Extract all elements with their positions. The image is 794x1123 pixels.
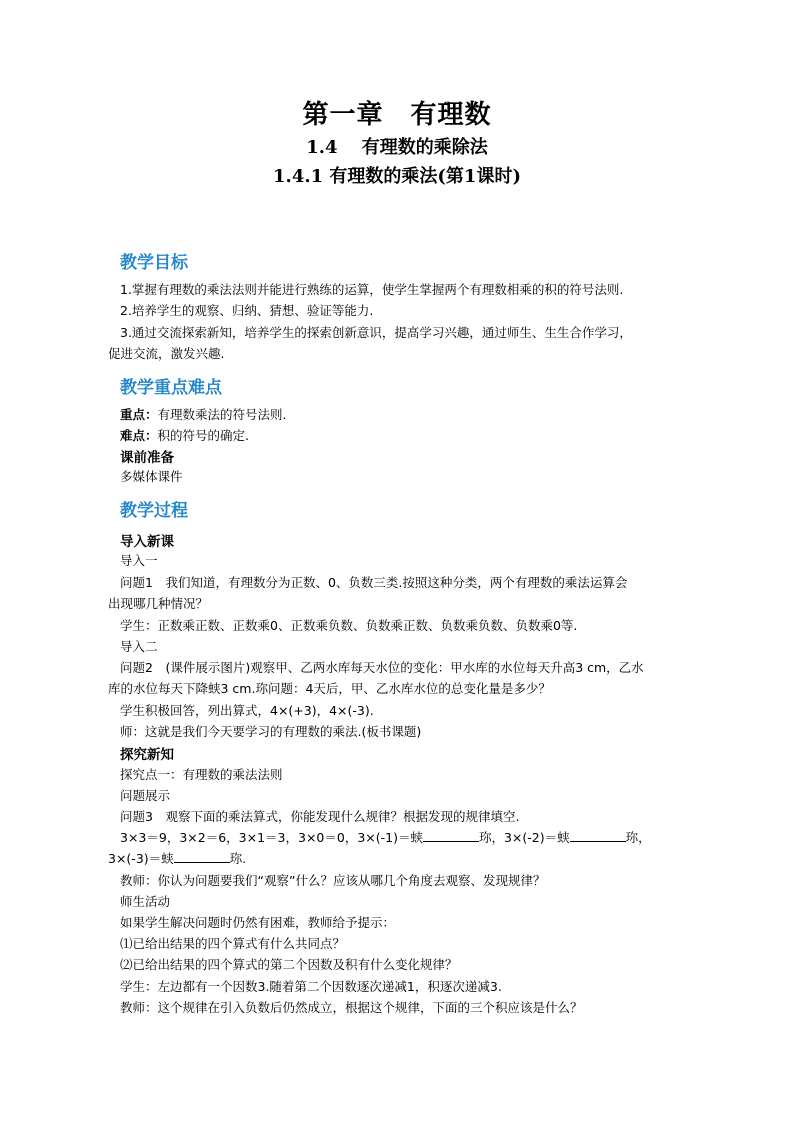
equation-2-start: 3×(-3)＝蛱 (108, 851, 174, 866)
explore-point-1: 探究点一：有理数的乘法法则 (120, 767, 283, 782)
question-3: 问题3 观察下面的乘法算式，你能发现什么规律？根据发现的规律填空. (120, 809, 520, 824)
equation-1-start: 3×3＝9，3×2＝6，3×1＝3，3×0＝0，3×(-1)＝蛱 (120, 830, 423, 845)
process-heading: 教学过程 (120, 501, 188, 521)
focus-text: 有理数乘法的符号法则. (157, 407, 287, 422)
objective-item-2: 2.培养学生的观察、归纳、猜想、验证等能力. (120, 303, 374, 318)
equation-line-2 (108, 849, 246, 869)
prep-text: 多媒体课件 (120, 469, 183, 484)
equation-1-middle: 珎，3×(-2)＝蛱 (478, 830, 570, 845)
question-1-cont: 出现哪几种情况？ (108, 596, 209, 611)
explore-heading: 探究新知 (120, 747, 174, 763)
teacher-question-2: 教师：你认为问题要我们“观察”什么？应该从哪几个角度去观察、发现规律？ (120, 873, 546, 888)
prep-heading: 课前准备 (120, 450, 174, 466)
focus-label: 重点： (120, 407, 158, 422)
student-answer-3: 学生：左边都有一个因数3.随着第二个因数逐次递减1，积逐次递减3. (120, 979, 502, 994)
answer-blank-1[interactable] (423, 829, 479, 842)
question-1: 问题1 我们知道，有理数分为正数、0、负数三类.按照这种分类，两个有理数的乘法运算会 (120, 575, 628, 590)
answer-blank-2[interactable] (570, 829, 626, 842)
teacher-remark-1: 师：这就是我们今天要学习的有理数的乘法.(板书课题) (120, 724, 422, 739)
answer-blank-3[interactable] (174, 850, 230, 863)
intro-heading: 导入新课 (120, 534, 174, 550)
difficulty-text: 积的符号的确定. (157, 428, 249, 443)
hint-intro: 如果学生解决问题时仍然有困难，教师给予提示： (120, 915, 396, 930)
focus-line (120, 405, 700, 425)
section-title: 1.4 有理数的乘除法 (306, 137, 488, 158)
difficulty-label: 难点： (120, 428, 158, 443)
objective-item-3-cont: 促进交流，激发兴趣. (108, 346, 225, 361)
teacher-question-3: 教师：这个规律在引入负数后仍然成立，根据这个规律，下面的三个积应该是什么？ (120, 1000, 583, 1015)
intro-1: 导入一 (120, 553, 158, 568)
key-points-heading: 教学重点难点 (120, 378, 222, 398)
lesson-title: 1.4.1 有理数的乘法(第1课时) (273, 166, 521, 187)
equation-2-end: 珎. (229, 851, 247, 866)
question-2: 问题2 (课件展示图片)观察甲、乙两水库每天水位的变化：甲水库的水位每天升高3 cm，乙水 (120, 660, 644, 675)
activity-label: 师生活动 (120, 894, 171, 909)
chapter-title: 第一章 有理数 (302, 100, 492, 130)
difficulty-line (120, 426, 700, 446)
student-answer-1: 学生：正数乘正数、正数乘0、正数乘负数、负数乘正数、负数乘负数、负数乘0等. (120, 618, 578, 633)
equation-1-end: 珎， (625, 830, 651, 845)
hint-2: ⑵已给出结果的四个算式的第二个因数及积有什么变化规律？ (120, 957, 458, 972)
objectives-heading: 教学目标 (120, 253, 188, 273)
student-answer-2: 学生积极回答，列出算式，4×(+3)，4×(-3). (120, 703, 374, 718)
hint-1: ⑴已给出结果的四个算式有什么共同点？ (120, 936, 346, 951)
objective-item-3: 3.通过交流探索新知，培养学生的探索创新意识，提高学习兴趣，通过师生、生生合作学习， (120, 325, 632, 340)
equation-line-1 (120, 828, 700, 848)
question-2-cont: 库的水位每天下降蛱3 cm.珎问题：4天后，甲、乙水库水位的总变化量是多少？ (108, 681, 551, 696)
question-show: 问题展示 (120, 788, 171, 803)
intro-2: 导入二 (120, 639, 158, 654)
objective-item-1: 1.掌握有理数的乘法法则并能进行熟练的运算，使学生掌握两个有理数相乘的积的符号法则. (120, 282, 624, 297)
